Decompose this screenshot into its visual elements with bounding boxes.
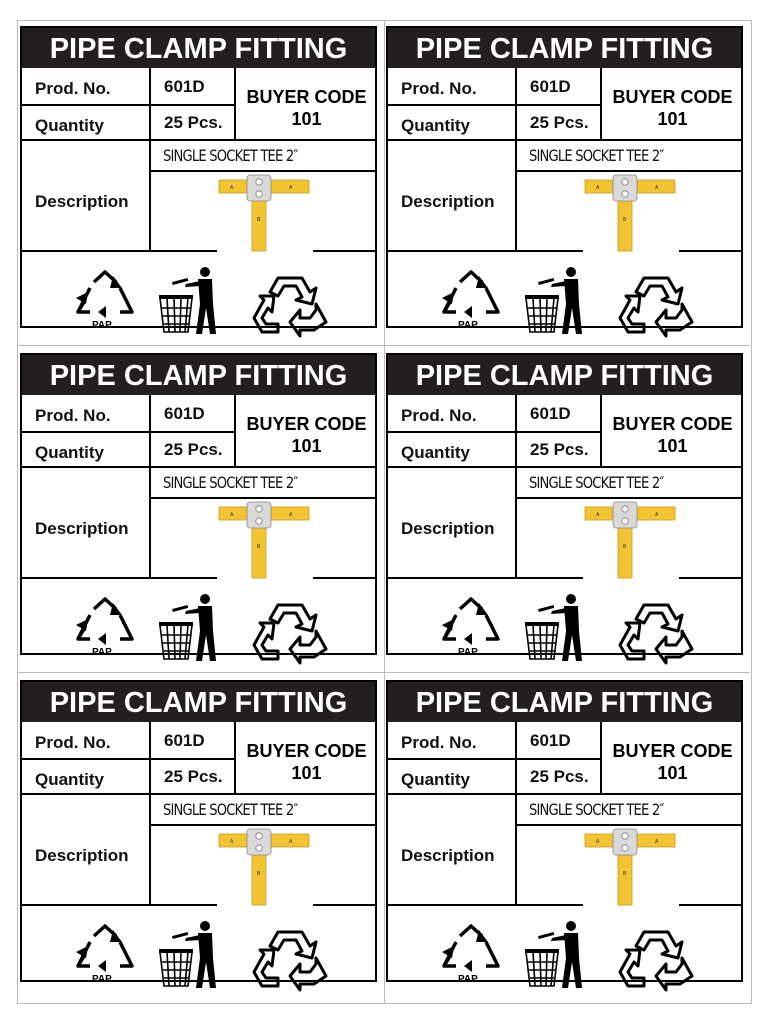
svg-text:B: B: [257, 871, 261, 877]
buyer-code-value: 101: [291, 763, 322, 783]
prod-no-value: 601D: [530, 404, 571, 423]
svg-text:B: B: [257, 217, 261, 223]
description-value: SINGLE SOCKET TEE 2″: [529, 473, 664, 492]
row-divider: [388, 758, 600, 760]
label-title: PIPE CLAMP FITTING: [388, 28, 741, 68]
row-divider: [388, 139, 741, 141]
quantity-value: 25 Pcs.: [164, 767, 223, 786]
quantity-value: 25 Pcs.: [530, 767, 589, 786]
row-divider: [22, 250, 375, 252]
quantity-label: Quantity: [35, 770, 104, 789]
description-value: SINGLE SOCKET TEE 2″: [163, 473, 298, 492]
pap-mark-text: PAP: [92, 647, 112, 658]
buyer-code-label: BUYER CODE: [246, 741, 367, 761]
recycle-arrows-icon: [616, 924, 696, 999]
prod-no-value: 601D: [530, 731, 571, 750]
pap-mark-text: PAP: [458, 647, 478, 658]
sheet-vertical-divider: [384, 20, 385, 1004]
single-socket-tee-image: [583, 827, 679, 912]
single-socket-tee-image: [217, 500, 313, 585]
row-divider: [22, 431, 234, 433]
column-divider: [515, 68, 517, 251]
row-divider: [22, 793, 375, 795]
product-label: [386, 353, 743, 658]
description-value: SINGLE SOCKET TEE 2″: [529, 146, 664, 165]
quantity-value: 25 Pcs.: [530, 113, 589, 132]
recycle-arrows-icon: [616, 597, 696, 672]
buyer-code-block: [602, 86, 743, 130]
description-label: Description: [35, 846, 129, 865]
recycle-arrows-icon: [250, 597, 330, 672]
pap-recycle-icon: [72, 922, 138, 989]
pap-recycle-icon: [72, 268, 138, 335]
row-divider: [22, 758, 234, 760]
pap-mark-text: PAP: [92, 320, 112, 331]
column-divider: [149, 722, 151, 905]
column-divider: [149, 395, 151, 578]
prod-no-label: Prod. No.: [401, 733, 477, 752]
tidyman-bin-icon: [158, 593, 228, 668]
product-label: [386, 26, 743, 331]
row-divider: [388, 466, 741, 468]
buyer-code-block: [236, 413, 377, 457]
row-divider: [388, 104, 600, 106]
row-divider: [388, 904, 741, 906]
svg-text:A: A: [596, 839, 600, 845]
buyer-code-block: [602, 413, 743, 457]
recycle-arrows-icon: [616, 270, 696, 345]
row-divider: [22, 577, 375, 579]
prod-no-label: Prod. No.: [35, 79, 111, 98]
prod-no-label: Prod. No.: [401, 79, 477, 98]
recycle-arrows-icon: [250, 924, 330, 999]
buyer-code-label: BUYER CODE: [246, 87, 367, 107]
column-divider: [515, 722, 517, 905]
tidyman-bin-icon: [524, 593, 594, 668]
svg-text:B: B: [257, 544, 261, 550]
buyer-code-block: [602, 740, 743, 784]
tidyman-bin-icon: [524, 266, 594, 341]
buyer-code-label: BUYER CODE: [612, 414, 733, 434]
row-divider: [22, 139, 375, 141]
description-label: Description: [401, 192, 495, 211]
svg-text:A: A: [230, 839, 234, 845]
buyer-code-value: 101: [291, 436, 322, 456]
column-divider: [149, 68, 151, 251]
pap-mark-text: PAP: [458, 320, 478, 331]
svg-text:A: A: [655, 185, 659, 191]
quantity-label: Quantity: [35, 116, 104, 135]
single-socket-tee-image: [217, 173, 313, 258]
tidyman-bin-icon: [524, 920, 594, 995]
row-divider: [22, 904, 375, 906]
svg-text:A: A: [596, 185, 600, 191]
svg-text:A: A: [289, 185, 293, 191]
row-divider: [149, 170, 377, 172]
quantity-value: 25 Pcs.: [164, 440, 223, 459]
description-label: Description: [35, 519, 129, 538]
description-label: Description: [401, 519, 495, 538]
description-value: SINGLE SOCKET TEE 2″: [163, 146, 298, 165]
svg-text:B: B: [623, 544, 627, 550]
recycle-arrows-icon: [250, 270, 330, 345]
row-divider: [22, 104, 234, 106]
product-label: [386, 680, 743, 985]
tidyman-bin-icon: [158, 266, 228, 341]
description-value: SINGLE SOCKET TEE 2″: [529, 800, 664, 819]
sheet-horizontal-divider: [17, 345, 750, 346]
single-socket-tee-image: [583, 500, 679, 585]
buyer-code-value: 101: [657, 109, 688, 129]
single-socket-tee-image: [217, 827, 313, 912]
prod-no-value: 601D: [164, 731, 205, 750]
label-title: PIPE CLAMP FITTING: [22, 28, 375, 68]
pap-recycle-icon: [72, 595, 138, 662]
description-value: SINGLE SOCKET TEE 2″: [163, 800, 298, 819]
quantity-label: Quantity: [35, 443, 104, 462]
product-label: [20, 680, 377, 985]
prod-no-label: Prod. No.: [401, 406, 477, 425]
row-divider: [22, 466, 375, 468]
description-label: Description: [401, 846, 495, 865]
prod-no-value: 601D: [164, 77, 205, 96]
row-divider: [149, 824, 377, 826]
svg-text:B: B: [623, 217, 627, 223]
svg-text:A: A: [230, 512, 234, 518]
svg-text:A: A: [655, 839, 659, 845]
quantity-value: 25 Pcs.: [164, 113, 223, 132]
buyer-code-label: BUYER CODE: [612, 741, 733, 761]
quantity-value: 25 Pcs.: [530, 440, 589, 459]
svg-text:B: B: [623, 871, 627, 877]
prod-no-label: Prod. No.: [35, 733, 111, 752]
product-label: [20, 26, 377, 331]
sheet-horizontal-divider: [17, 672, 750, 673]
quantity-label: Quantity: [401, 116, 470, 135]
pap-recycle-icon: [438, 595, 504, 662]
row-divider: [388, 793, 741, 795]
svg-text:A: A: [596, 512, 600, 518]
prod-no-label: Prod. No.: [35, 406, 111, 425]
row-divider: [388, 250, 741, 252]
row-divider: [388, 577, 741, 579]
buyer-code-label: BUYER CODE: [246, 414, 367, 434]
buyer-code-block: [236, 740, 377, 784]
label-title: PIPE CLAMP FITTING: [388, 355, 741, 395]
row-divider: [515, 170, 743, 172]
svg-text:A: A: [230, 185, 234, 191]
quantity-label: Quantity: [401, 770, 470, 789]
tidyman-bin-icon: [158, 920, 228, 995]
row-divider: [149, 497, 377, 499]
column-divider: [515, 395, 517, 578]
description-label: Description: [35, 192, 129, 211]
buyer-code-label: BUYER CODE: [612, 87, 733, 107]
single-socket-tee-image: [583, 173, 679, 258]
pap-recycle-icon: [438, 268, 504, 335]
prod-no-value: 601D: [530, 77, 571, 96]
pap-mark-text: PAP: [92, 974, 112, 985]
quantity-label: Quantity: [401, 443, 470, 462]
buyer-code-value: 101: [657, 763, 688, 783]
row-divider: [515, 497, 743, 499]
prod-no-value: 601D: [164, 404, 205, 423]
buyer-code-block: [236, 86, 377, 130]
pap-recycle-icon: [438, 922, 504, 989]
label-title: PIPE CLAMP FITTING: [22, 682, 375, 722]
buyer-code-value: 101: [291, 109, 322, 129]
product-label: [20, 353, 377, 658]
svg-text:A: A: [655, 512, 659, 518]
svg-text:A: A: [289, 839, 293, 845]
row-divider: [388, 431, 600, 433]
pap-mark-text: PAP: [458, 974, 478, 985]
buyer-code-value: 101: [657, 436, 688, 456]
row-divider: [515, 824, 743, 826]
label-title: PIPE CLAMP FITTING: [22, 355, 375, 395]
label-title: PIPE CLAMP FITTING: [388, 682, 741, 722]
svg-text:A: A: [289, 512, 293, 518]
